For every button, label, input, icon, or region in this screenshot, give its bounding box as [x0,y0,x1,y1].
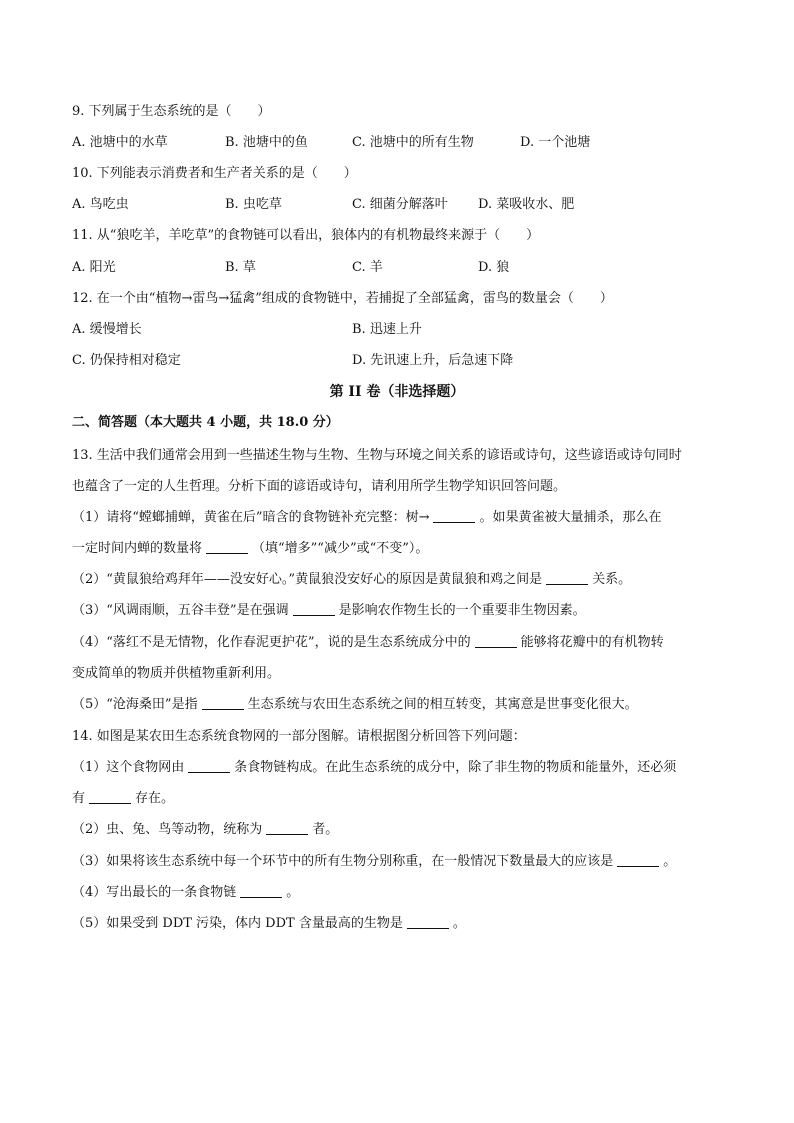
q11-option-b: B. 草 [225,260,256,275]
q13-sub3-text-b: 是影响农作物生长的一个重要非生物因素。 [338,603,586,618]
answer-blank[interactable] [293,601,335,616]
q13-sub4-text-b: 能够将花瓣中的有机物转 [520,635,664,650]
q13-sub1-text-d: （填“增多”“减少”或“不变”）。 [252,541,429,556]
q14-sub3-text-b: 。 [663,854,677,869]
q14-sub2 [72,820,338,840]
q13-sub5-text-a: （5）“沧海桑田”是指 [72,697,198,712]
q14-sub1-line2 [72,789,174,809]
q14-intro: 14. 如图是某农田生态系统食物网的一部分图解。请根据图分析回答下列问题： [72,729,526,744]
q9-stem: 9. 下列属于生态系统的是（ ） [72,104,271,119]
q10-option-c: C. 细菌分解落叶 [352,197,448,212]
q13-sub2-text-a: （2）“黄鼠狼给鸡拜年——没安好心。”黄鼠狼没安好心的原因是黄鼠狼和鸡之间是 [72,572,543,587]
q14-sub1-line1 [72,758,676,778]
q14-sub5-text-a: （5）如果受到 DDT 污染，体内 DDT 含量最高的生物是 [72,916,403,931]
q14-sub1-text-a: （1）这个食物网由 [72,760,185,775]
q11-option-c: C. 羊 [352,260,383,275]
q13-intro-line1: 13. 生活中我们通常会用到一些描述生物与生物、生物与环境之间关系的谚语或诗句，这些谚语或诗句同时 [72,448,682,463]
answer-blank[interactable] [433,508,475,523]
answer-blank[interactable] [89,789,131,804]
q14-sub5-text-b: 。 [452,916,466,931]
q12-option-c: C. 仍保持相对稳定 [72,353,181,368]
q13-sub5 [72,695,638,715]
q14-sub1-text-b: 条食物链构成。在此生态系统的成分中，除了非生物的物质和能量外，还必须 [234,760,677,775]
q13-sub3-text-a: （3）“风调雨顺，五谷丰登”是在强调 [72,603,289,618]
q13-sub1-text-b: 。如果黄雀被大量捕杀，那么在 [479,510,662,525]
q14-sub4-text-b: 。 [286,885,300,900]
q14-sub2-text-a: （2）虫、兔、鸟等动物，统称为 [72,822,263,837]
answer-blank[interactable] [188,758,230,773]
q13-sub1-text-c: 一定时间内蝉的数量将 [72,541,203,556]
answer-blank[interactable] [546,570,588,585]
q10-option-a: A. 鸟吃虫 [72,197,129,212]
q13-sub4-text-a: （4）“落红不是无情物，化作春泥更护花”，说的是生态系统成分中的 [72,635,471,650]
q9-option-b: B. 池塘中的鱼 [225,135,308,150]
q13-sub2 [72,570,631,590]
q14-sub3-text-a: （3）如果将该生态系统中每一个环节中的所有生物分别称重，在一般情况下数量最大的应该是 [72,854,614,869]
q14-sub5 [72,914,466,934]
q14-sub1-text-c: 有 [72,791,86,806]
part2-heading-text: 二、简答题（本大题共 4 小题，共 18.0 分） [72,415,339,430]
q9-option-d: D. 一个池塘 [520,135,591,150]
q13-sub4-line1 [72,633,664,653]
q14-sub4-text-a: （4）写出最长的一条食物链 [72,885,237,900]
q13-sub4-line2: 变成简单的物质并供植物重新利用。 [72,666,281,681]
q12-option-a: A. 缓慢增长 [72,322,142,337]
q14-sub4 [72,883,299,903]
q14-sub2-text-b: 者。 [312,822,339,837]
q11-option-a: A. 阳光 [72,260,116,275]
q13-sub5-text-b: 生态系统与农田生态系统之间的相互转变，其寓意是世事变化很大。 [247,697,638,712]
q14-sub1-text-d: 存在。 [135,791,175,806]
answer-blank[interactable] [617,852,659,867]
answer-blank[interactable] [202,695,244,710]
q13-intro-line2: 也蕴含了一定的人生哲理。分析下面的谚语或诗句，请利用所学生物学知识回答问题。 [72,479,567,494]
answer-blank[interactable] [206,539,248,554]
q13-sub1-line2 [72,539,428,559]
q12-option-b: B. 迅速上升 [352,322,422,337]
answer-blank[interactable] [407,914,449,929]
q13-sub1-text-a: （1）请将“螳螂捕蝉，黄雀在后”暗含的食物链补充完整：树→ [72,510,430,525]
section-title: 第 II 卷（非选择题） [329,384,465,400]
q9-option-c: C. 池塘中的所有生物 [352,135,474,150]
q14-sub3 [72,852,676,872]
q13-sub1-line1 [72,508,661,528]
q11-option-d: D. 狼 [478,260,510,275]
q12-option-d: D. 先讯速上升，后急速下降 [352,353,514,368]
q13-sub2-text-b: 关系。 [592,572,632,587]
q10-option-b: B. 虫吃草 [225,197,282,212]
q12-stem: 12. 在一个由“植物→雷鸟→猛禽”组成的食物链中，若捕捉了全部猛禽，雷鸟的数量会（ ） [72,291,613,306]
q10-option-d: D. 菜吸收水、肥 [478,197,575,212]
part2-heading [72,413,339,433]
q11-stem: 11. 从“狼吃羊，羊吃草”的食物链可以看出，狼体内的有机物最终来源于（ ） [72,228,540,243]
answer-blank[interactable] [240,883,282,898]
q10-stem: 10. 下列能表示消费者和生产者关系的是（ ） [72,166,357,181]
answer-blank[interactable] [266,820,308,835]
q13-sub3 [72,601,586,621]
answer-blank[interactable] [475,633,517,648]
q9-option-a: A. 池塘中的水草 [72,135,168,150]
